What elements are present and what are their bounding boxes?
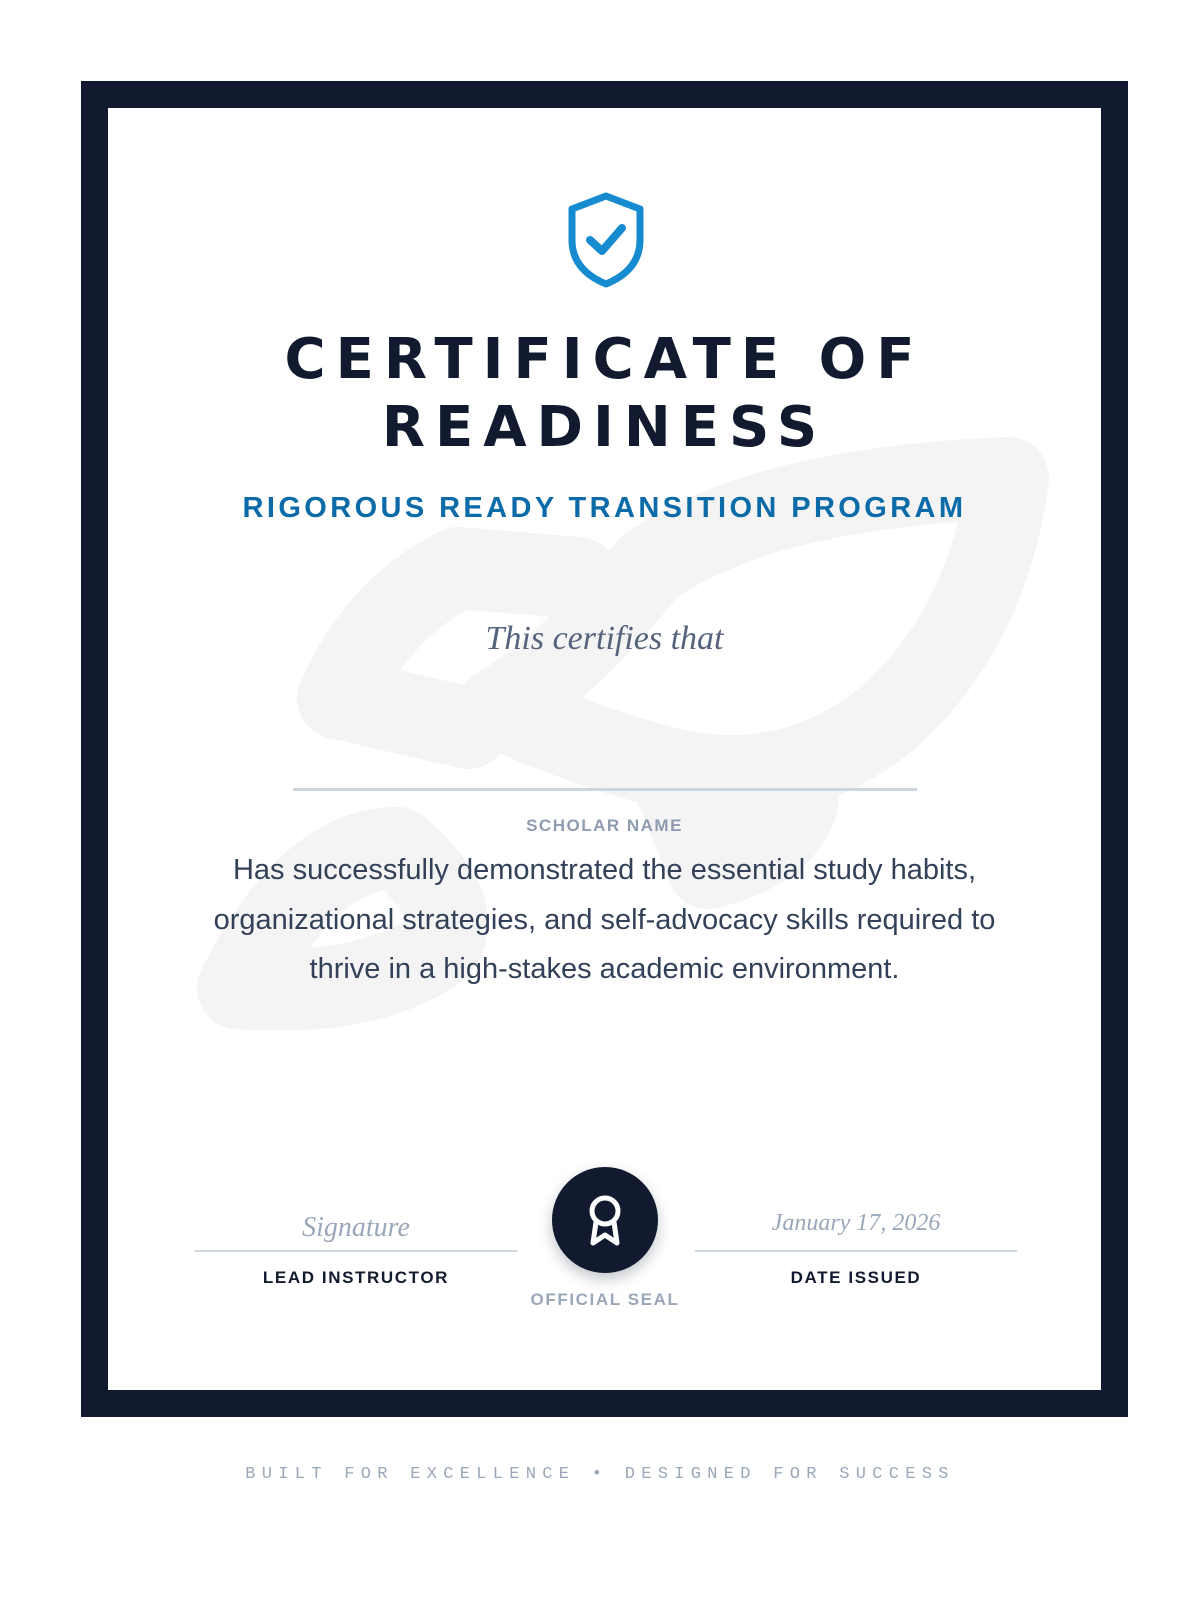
signature-line: [195, 1250, 517, 1252]
date-issued-block: [695, 1206, 1017, 1288]
official-seal-label: OFFICIAL SEAL: [530, 1290, 680, 1309]
certifies-text: This certifies that: [485, 620, 724, 657]
scholar-name-label: SCHOLAR NAME: [526, 816, 683, 835]
instructor-label: LEAD INSTRUCTOR: [262, 1268, 450, 1287]
official-seal: [552, 1167, 658, 1273]
date-issued-value: January 17, 2026: [771, 1210, 941, 1236]
footer-tagline: BUILT FOR EXCELLENCE • DESIGNED FOR SUCCESS: [245, 1465, 955, 1484]
certificate-paper: [108, 108, 1101, 1390]
certificate-body: Has successfully demonstrated the essential study habits, organizational strategies, and self-advocacy skills required to thrive in a high-stakes academic environment.: [213, 854, 996, 985]
title-line-1: CERTIFICATE OF: [284, 327, 925, 392]
certificate-frame: [81, 81, 1128, 1417]
date-line: [695, 1250, 1017, 1252]
shield-check-icon: [562, 190, 650, 290]
scholar-name-line: [293, 788, 917, 791]
title-line-2: READINESS: [381, 395, 828, 460]
instructor-signature-block: [195, 1206, 517, 1288]
instructor-signature: Signature: [302, 1212, 410, 1243]
date-issued-label: DATE ISSUED: [790, 1268, 922, 1287]
program-name: RIGOROUS READY TRANSITION PROGRAM: [242, 492, 967, 524]
award-ribbon-icon: [585, 1193, 625, 1249]
certificate-title: [108, 326, 1101, 462]
